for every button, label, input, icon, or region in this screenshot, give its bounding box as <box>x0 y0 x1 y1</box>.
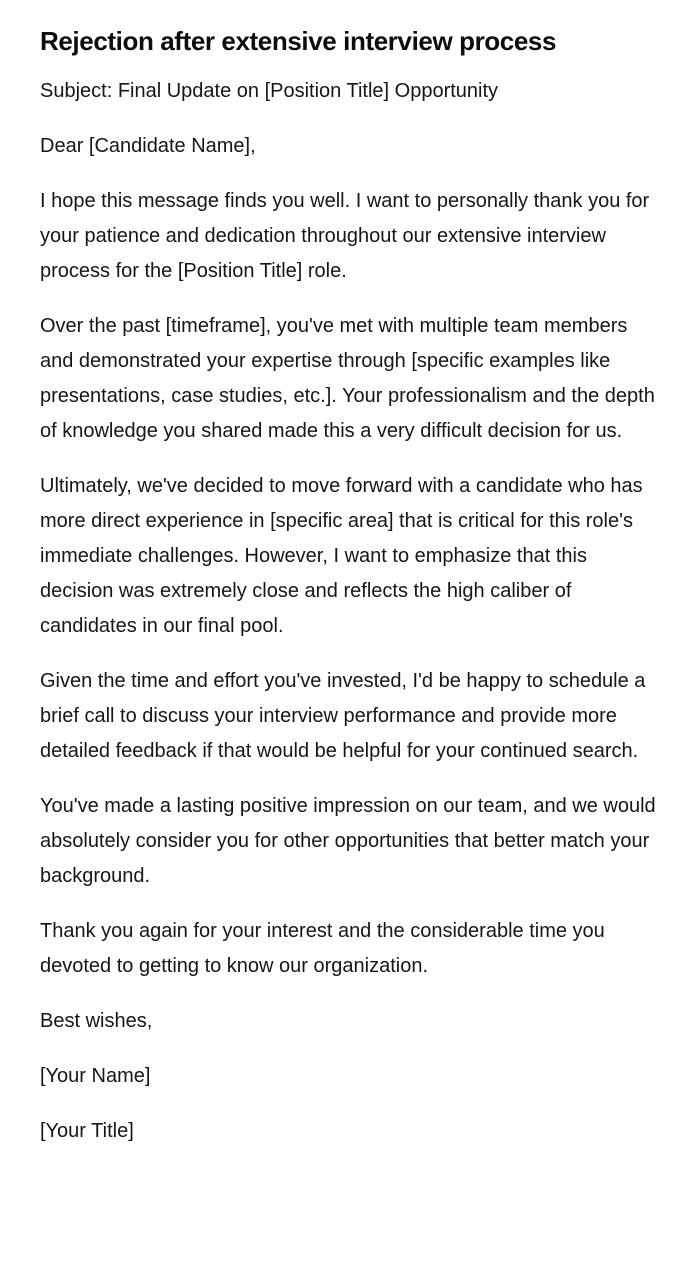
body-paragraph-5: You've made a lasting positive impression on our team, and we would absolutely consider you for other opportunities that better match your background. <box>40 795 656 887</box>
document-title: Rejection after extensive interview process <box>40 26 557 56</box>
body-paragraph-1: I hope this message finds you well. I want to personally thank you for your patience and dedication throughout our extensive interview process for the [Position Title] role. <box>40 190 650 282</box>
subject-line: Subject: Final Update on [Position Title] Opportunity <box>40 80 499 102</box>
signature-name: [Your Name] <box>40 1065 151 1087</box>
body-paragraph-3: Ultimately, we've decided to move forward with a candidate who has more direct experience in [specific area] that is critical for this role's immediate challenges. However, I want to emphasize that this decision was extremely close and reflects the high caliber of candidates in our final pool. <box>40 475 643 637</box>
signature-title: [Your Title] <box>40 1120 134 1142</box>
closing: Best wishes, <box>40 1010 153 1032</box>
body-paragraph-2: Over the past [timeframe], you've met with multiple team members and demonstrated your expertise through [specific examples like presentations, case studies, etc.]. Your professionalism and the depth of knowledge you shared made this a very difficult decision for us. <box>40 315 655 442</box>
body-paragraph-6: Thank you again for your interest and the considerable time you devoted to getting to know our organization. <box>40 920 605 977</box>
greeting: Dear [Candidate Name], <box>40 135 256 157</box>
body-paragraph-4: Given the time and effort you've invested, I'd be happy to schedule a brief call to discuss your interview performance and provide more detailed feedback if that would be helpful for your continued search. <box>40 670 646 762</box>
